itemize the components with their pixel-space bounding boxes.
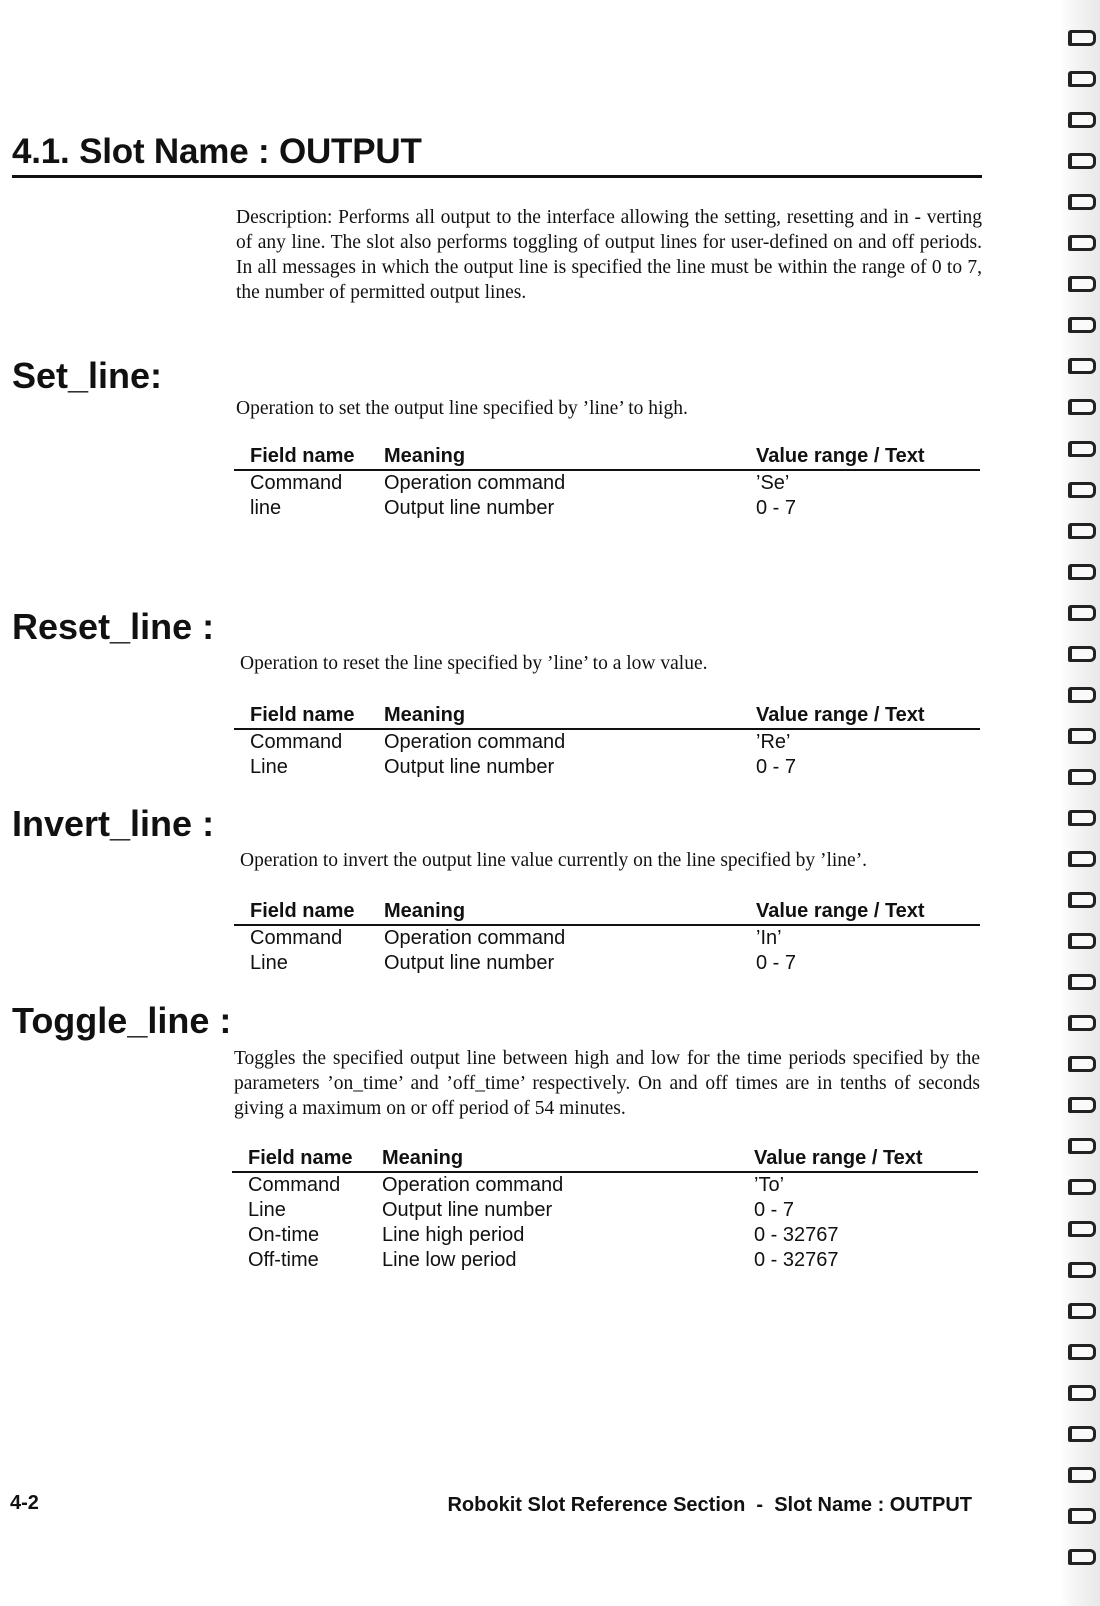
value-range-header: Value range / Text [756,899,980,925]
meaning-cell: Operation command [384,472,566,494]
value-cell: 0 - 32767 [754,1224,839,1246]
toggle-line-heading: Toggle_line : [12,1000,232,1041]
slot-description: Description: Performs all output to the interface allowing the setting, resetting and in - verting of any line. The slot also performs toggling of output lines for user-defined on and off periods. In all messages in which the output line is specified the line must be within the range of 0 to 7, the number of permitted output lines. [236,207,982,303]
table-row [234,729,980,755]
table-header-row [232,1146,978,1172]
binding-ring [1068,1344,1096,1360]
binding-ring [1068,523,1096,539]
meaning-cell: Operation command [384,927,566,949]
table-row [234,951,980,976]
section-title-rule [12,175,982,178]
invert-line-description: Operation to invert the output line value currently on the line specified by ’line’. [240,850,868,871]
value-cell: 0 - 7 [756,756,797,778]
field-name-cell: line [250,497,282,519]
binding-ring [1068,1508,1096,1524]
binding-ring [1068,1015,1096,1031]
binding-ring [1068,1262,1096,1278]
meaning-header: Meaning [384,899,756,925]
binding-ring [1068,71,1096,87]
binding-ring [1068,810,1096,826]
binding-ring [1068,1467,1096,1483]
binding-ring [1068,564,1096,580]
value-range-header: Value range / Text [756,703,980,729]
reset-line-heading: Reset_line : [12,606,215,647]
binding-ring [1068,892,1096,908]
binding-ring [1068,317,1096,333]
invert-line-heading: Invert_line : [12,803,215,844]
set-line-table [234,444,980,521]
binding-ring [1068,112,1096,128]
set-line-heading: Set_line: [12,355,163,396]
field-name-cell: Command [248,1174,341,1196]
binding-ring [1068,441,1096,457]
binding-ring [1068,1056,1096,1072]
field-name-header: Field name [234,703,384,729]
value-cell: ’Se’ [756,472,790,494]
field-name-cell: Line [250,952,288,974]
section-title: 4.1. Slot Name : OUTPUT [12,132,422,171]
table-row [234,755,980,780]
meaning-cell: Line low period [382,1249,517,1271]
binding-ring [1068,728,1096,744]
value-range-header: Value range / Text [756,444,980,470]
set-line-description: Operation to set the output line specified by ’line’ to high. [236,398,688,419]
value-cell: ’In’ [756,927,782,949]
binding-ring [1068,1097,1096,1113]
field-name-cell: On-time [248,1224,320,1246]
spiral-binding [1060,0,1100,1606]
page-number: 4-2 [10,1492,39,1514]
binding-ring [1068,605,1096,621]
toggle-line-description: Toggles the specified output line between high and low for the time periods specified by the parameters ’on_time’ and ’off_time’ respectively. On and off times are in tenths of seconds giving a maximum on or off period of 54 minutes. [234,1048,980,1119]
meaning-header: Meaning [382,1146,754,1172]
binding-ring [1068,399,1096,415]
value-cell: 0 - 7 [756,952,797,974]
meaning-cell: Output line number [384,756,555,778]
field-name-cell: Command [250,472,343,494]
binding-ring [1068,769,1096,785]
meaning-cell: Operation command [384,731,566,753]
binding-ring [1068,646,1096,662]
field-name-header: Field name [234,444,384,470]
running-footer: Robokit Slot Reference Section - Slot Name : OUTPUT [447,1494,972,1516]
binding-ring [1068,687,1096,703]
meaning-cell: Output line number [382,1199,553,1221]
binding-ring [1068,1221,1096,1237]
binding-ring [1068,1426,1096,1442]
binding-ring [1068,1303,1096,1319]
table-header-row [234,703,980,729]
table-row [232,1198,978,1223]
field-name-cell: Off-time [248,1249,319,1271]
value-cell: 0 - 32767 [754,1249,839,1271]
reset-line-table [234,703,980,780]
binding-ring [1068,482,1096,498]
binding-ring [1068,153,1096,169]
field-name-cell: Command [250,927,343,949]
binding-ring [1068,1138,1096,1154]
meaning-cell: Line high period [382,1224,525,1246]
table-row [234,496,980,521]
field-name-cell: Command [250,731,343,753]
table-header-row [234,899,980,925]
meaning-header: Meaning [384,703,756,729]
meaning-header: Meaning [384,444,756,470]
field-name-header: Field name [232,1146,382,1172]
table-row [232,1223,978,1248]
value-range-header: Value range / Text [754,1146,978,1172]
binding-ring [1068,1549,1096,1565]
toggle-line-table [232,1146,978,1273]
binding-ring [1068,974,1096,990]
binding-ring [1068,276,1096,292]
field-name-header: Field name [234,899,384,925]
binding-ring [1068,1179,1096,1195]
binding-ring [1068,933,1096,949]
invert-line-table [234,899,980,976]
meaning-cell: Operation command [382,1174,564,1196]
binding-ring [1068,851,1096,867]
table-header-row [234,444,980,470]
value-cell: ’Re’ [756,731,791,753]
binding-ring [1068,30,1096,46]
field-name-cell: Line [250,756,288,778]
table-row [234,925,980,951]
field-name-cell: Line [248,1199,286,1221]
table-row [234,470,980,496]
binding-ring [1068,194,1096,210]
meaning-cell: Output line number [384,497,555,519]
reset-line-description: Operation to reset the line specified by ’line’ to a low value. [240,653,708,674]
value-cell: ’To’ [754,1174,785,1196]
value-cell: 0 - 7 [754,1199,795,1221]
value-cell: 0 - 7 [756,497,797,519]
binding-ring [1068,358,1096,374]
binding-ring [1068,235,1096,251]
table-row [232,1248,978,1273]
meaning-cell: Output line number [384,952,555,974]
binding-ring [1068,1385,1096,1401]
table-row [232,1172,978,1198]
